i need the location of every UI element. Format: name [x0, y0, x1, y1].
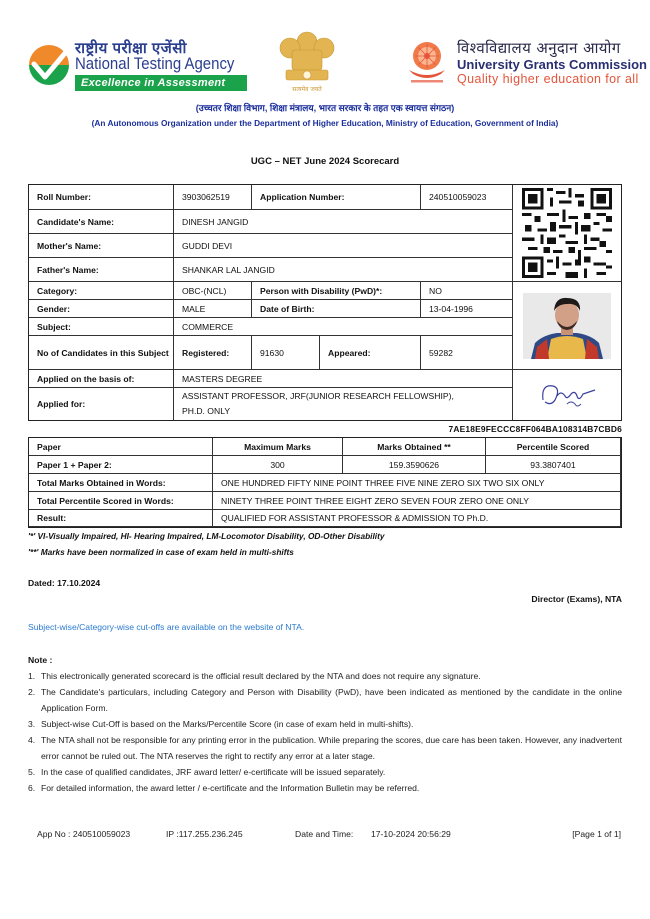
roll-number-label: Roll Number:	[29, 185, 174, 210]
category-label: Category:	[29, 282, 174, 300]
percentile-value: 93.3807401	[486, 456, 621, 474]
nta-hindi-name: राष्ट्रीय परीक्षा एजेंसी	[75, 40, 187, 57]
basis-label: Applied on the basis of:	[29, 370, 174, 388]
gender-value: MALE	[174, 300, 252, 318]
dob-label: Date of Birth:	[252, 300, 421, 318]
application-number-value: 240510059023	[421, 185, 513, 210]
percentile-words-value: NINETY THREE POINT THREE EIGHT ZERO SEVEN FOUR ZERO ONE ONLY	[213, 492, 621, 510]
header-marks-obtained: Marks Obtained **	[343, 438, 486, 456]
note-text: The Candidate's particulars, including Category and Person with Disability (PwD), have been indicated as mentioned by the candidate in the online Application Form.	[41, 687, 622, 713]
document-hash: 7AE18E9FECCC8FF064BA108314B7CBD6	[448, 424, 622, 434]
pwd-value: NO	[421, 282, 513, 300]
applied-for-label: Applied for:	[29, 388, 174, 420]
dob-value: 13-04-1996	[421, 300, 513, 318]
ugc-tagline: Quality higher education for all	[457, 72, 639, 86]
note-number: 2.	[28, 687, 36, 697]
candidate-photo	[523, 293, 611, 359]
marks-words-value: ONE HUNDRED FIFTY NINE POINT THREE FIVE NINE ZERO SIX TWO SIX ONLY	[213, 474, 621, 492]
ugc-english-name: University Grants Commission	[457, 57, 647, 72]
category-value: OBC-(NCL)	[174, 282, 252, 300]
mother-name-label: Mother's Name:	[29, 234, 174, 258]
subject-value: COMMERCE	[174, 318, 513, 336]
note-text: In the case of qualified candidates, JRF award letter/ e-certificate will be issued separately.	[41, 767, 386, 777]
percentile-words-label: Total Percentile Scored in Words:	[29, 492, 213, 510]
photo-cell	[513, 282, 621, 370]
note-text: The NTA shall not be responsible for any printing error in the publication. While preparing the scores, due care has been taken. However, any inadvertent error cannot be ruled out. The NTA reserves the right to rectify any error at a later stage.	[41, 735, 622, 761]
gender-label: Gender:	[29, 300, 174, 318]
father-name-value: SHANKAR LAL JANGID	[174, 258, 513, 282]
note-number: 3.	[28, 719, 36, 729]
appeared-value: 59282	[421, 336, 513, 370]
registered-value: 91630	[252, 336, 320, 370]
note-number: 1.	[28, 671, 36, 681]
candidate-name-label: Candidate's Name:	[29, 210, 174, 234]
registered-label: Registered:	[174, 336, 252, 370]
application-number-label: Application Number:	[252, 185, 421, 210]
score-table	[28, 437, 622, 528]
note-text: This electronically generated scorecard is the official result declared by the NTA and does not require any signature.	[41, 671, 481, 681]
org-description-english: (An Autonomous Organization under the Department of Higher Education, Ministry of Education, Government of India)	[91, 118, 559, 128]
note-number: 4.	[28, 735, 36, 745]
director-signatory: Director (Exams), NTA	[531, 594, 622, 604]
result-label: Result:	[29, 510, 213, 527]
footer-datetime-label: Date and Time:	[295, 829, 354, 839]
note-item	[28, 732, 622, 764]
header-percentile: Percentile Scored	[486, 438, 621, 456]
roll-number-value: 3903062519	[174, 185, 252, 210]
ugc-hindi-name: विश्वविद्यालय अनुदान आयोग	[457, 39, 621, 57]
footer-app-no: App No : 240510059023	[37, 829, 131, 839]
footer-page-number: [Page 1 of 1]	[572, 829, 621, 839]
page-header	[0, 0, 650, 140]
subject-label: Subject:	[29, 318, 174, 336]
note-item	[28, 684, 622, 716]
note-item	[28, 668, 622, 684]
appeared-label: Appeared:	[320, 336, 421, 370]
note-text: Subject-wise Cut-Off is based on the Marks/Percentile Score (in case of exam held in multi-shifts).	[41, 719, 414, 729]
candidates-count-label: No of Candidates in this Subject	[29, 336, 174, 370]
notes-list	[28, 668, 622, 796]
pwd-label: Person with Disability (PwD)*:	[252, 282, 421, 300]
note-item	[28, 764, 622, 780]
dated-label: Dated: 17.10.2024	[28, 578, 101, 588]
cutoff-note-link: Subject-wise/Category-wise cut-offs are available on the website of NTA.	[28, 622, 305, 632]
ugc-wheel-logo-icon	[405, 40, 449, 86]
note-item	[28, 716, 622, 732]
candidate-signature	[537, 378, 597, 412]
mother-name-value: GUDDI DEVI	[174, 234, 513, 258]
page-title: UGC – NET June 2024 Scorecard	[250, 156, 400, 167]
note-number: 5.	[28, 767, 36, 777]
candidate-info-table	[28, 184, 622, 421]
footnote-normalization: '**' Marks have been normalized in case of exam held in multi-shifts	[28, 547, 294, 557]
nta-tagline: Excellence in Assessment	[75, 75, 247, 91]
notes-title: Note :	[28, 655, 53, 665]
result-value: QUALIFIED FOR ASSISTANT PROFESSOR & ADMISSION TO Ph.D.	[213, 510, 621, 527]
national-emblem-icon	[272, 28, 342, 94]
emblem-caption: सत्यमेव जयते	[292, 86, 322, 93]
applied-for-value: ASSISTANT PROFESSOR, JRF(JUNIOR RESEARCH FELLOWSHIP), PH.D. ONLY	[174, 388, 513, 420]
paper-label: Paper 1 + Paper 2:	[29, 456, 213, 474]
nta-check-logo-icon	[28, 44, 70, 86]
note-item	[28, 780, 622, 796]
note-text: For detailed information, the award letter / e-certificate and the Information Bulletin may be referred.	[41, 783, 420, 793]
marks-obtained-value: 159.3590626	[343, 456, 486, 474]
footer-datetime: 17-10-2024 20:56:29	[371, 829, 451, 839]
nta-logo	[28, 38, 235, 94]
header-max-marks: Maximum Marks	[213, 438, 343, 456]
marks-words-label: Total Marks Obtained in Words:	[29, 474, 213, 492]
father-name-label: Father's Name:	[29, 258, 174, 282]
nta-english-name: National Testing Agency	[75, 54, 235, 73]
ugc-logo	[405, 38, 647, 90]
org-description-hindi: (उच्चतर शिक्षा विभाग, शिक्षा मंत्रालय, भारत सरकार के तहत एक स्वायत्त संगठन)	[195, 103, 455, 113]
footer-ip: IP :117.255.236.245	[166, 829, 243, 839]
candidate-name-value: DINESH JANGID	[174, 210, 513, 234]
signature-cell	[513, 370, 621, 420]
max-marks-value: 300	[213, 456, 343, 474]
basis-value: MASTERS DEGREE	[174, 370, 513, 388]
header-paper: Paper	[29, 438, 213, 456]
footnote-pwd: '*' VI-Visually Impaired, HI- Hearing Impaired, LM-Locomotor Disability, OD-Other Disability	[28, 531, 385, 541]
note-number: 6.	[28, 783, 36, 793]
qr-cell	[513, 185, 621, 282]
qr-code-icon	[522, 188, 612, 278]
